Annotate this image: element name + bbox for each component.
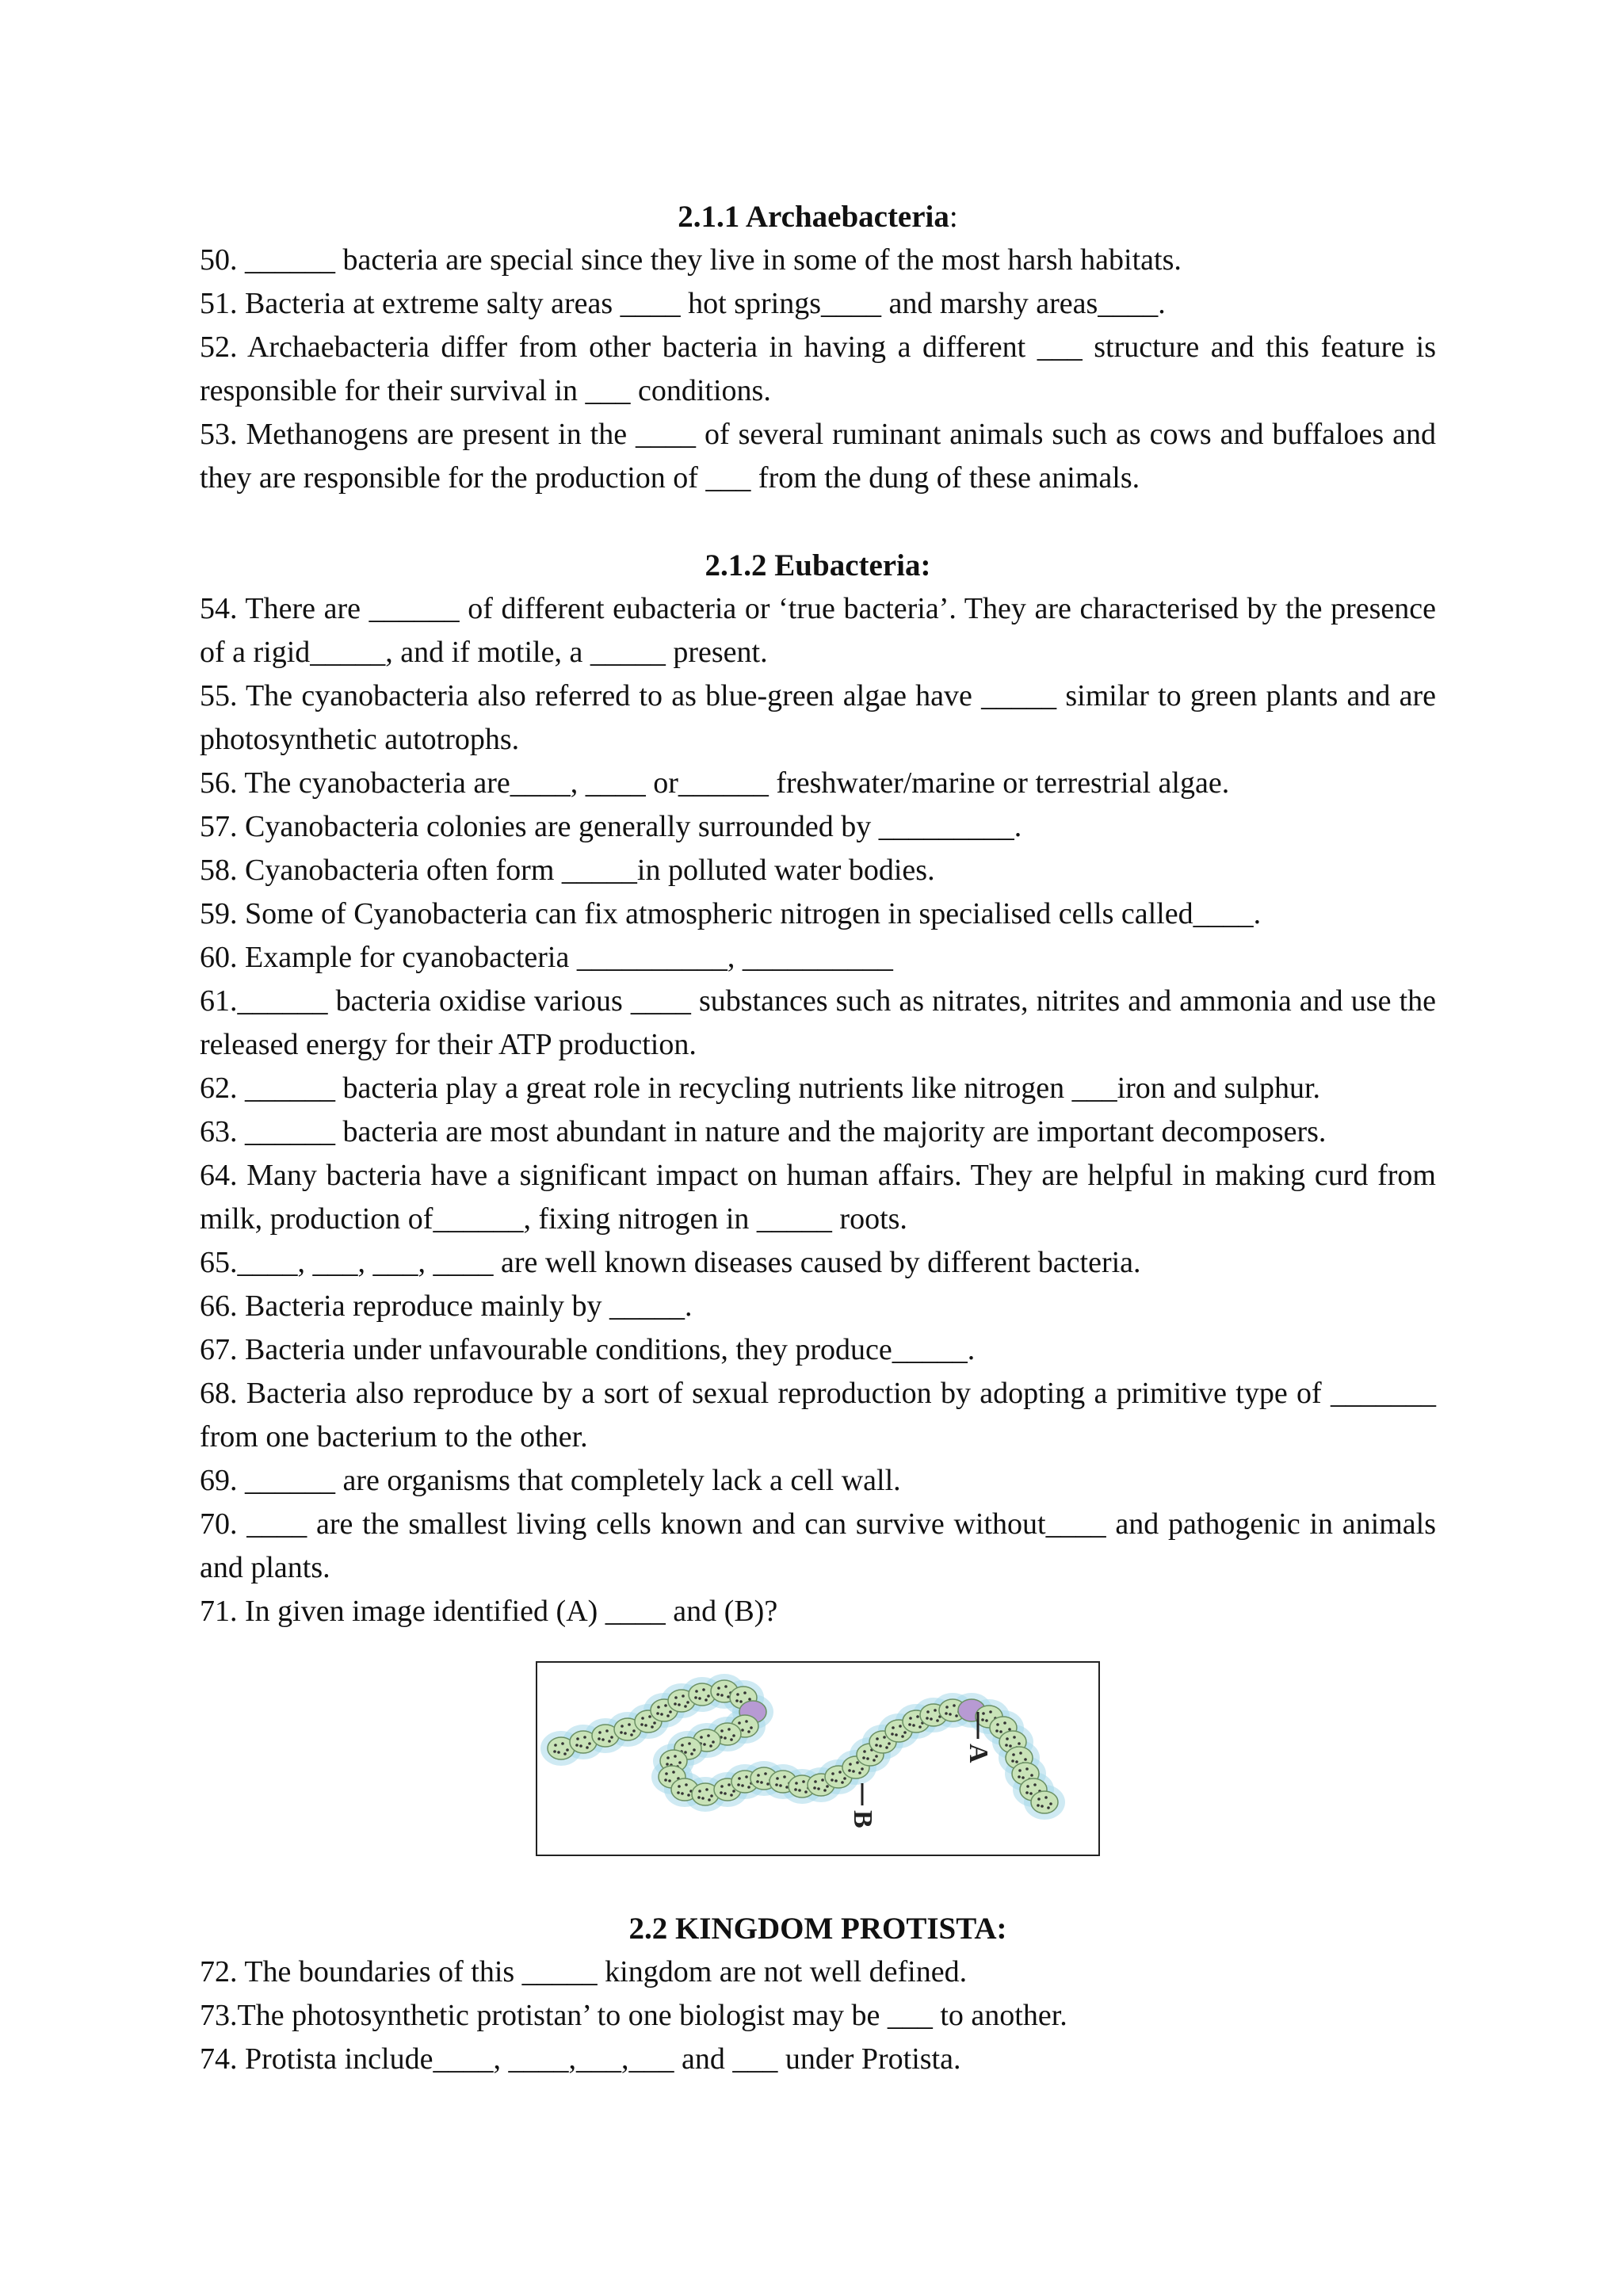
cell-granule	[888, 1742, 891, 1745]
cell-granule	[908, 1723, 911, 1726]
cell-granule	[668, 1779, 671, 1782]
cell-granule	[1047, 1806, 1050, 1809]
cell-granule	[795, 1782, 798, 1785]
cell-granule	[926, 1717, 929, 1720]
cell-granule	[720, 1785, 724, 1788]
cell-granule	[644, 1724, 647, 1727]
cell-granule	[814, 1780, 817, 1783]
cell-granule	[743, 1691, 747, 1694]
cell-granule	[735, 1699, 739, 1702]
cell-granule	[1030, 1774, 1033, 1777]
cell-granule	[1025, 1791, 1029, 1794]
cell-granule	[620, 1731, 623, 1734]
cell-granule	[727, 1783, 731, 1786]
cell-granule	[621, 1725, 624, 1728]
question-50: 50. ______ bacteria are special since they live in some of the most harsh habitats.	[200, 243, 1182, 277]
cell-granule	[862, 1756, 865, 1759]
cell-granule	[724, 1792, 727, 1795]
cell-granule	[804, 1790, 808, 1794]
cell-granule	[745, 1775, 748, 1778]
cell-granule	[936, 1719, 939, 1722]
cell-granule	[1006, 1737, 1009, 1740]
cell-granule	[955, 1714, 958, 1717]
cell-granule	[1018, 1775, 1021, 1778]
cell-granule	[656, 1712, 659, 1715]
cell-granule	[1005, 1744, 1008, 1747]
cell-granule	[883, 1736, 886, 1739]
cell-granule	[672, 1771, 675, 1774]
cell-granule	[717, 1687, 720, 1690]
cell-granule	[999, 1730, 1002, 1733]
cell-granule	[674, 1755, 677, 1758]
cell-granule	[1008, 1728, 1011, 1731]
question-65: 65.____, ___, ___, ____ are well known diseases caused by different bacteria.	[200, 1246, 1141, 1279]
cell-granule	[703, 1743, 706, 1746]
cell-granule	[985, 1719, 988, 1722]
cell-granule	[666, 1714, 670, 1717]
cell-granule	[981, 1718, 984, 1721]
cell-granule	[1012, 1753, 1015, 1756]
cell-granule	[834, 1779, 838, 1782]
question-69: 69. ______ are organisms that completely lack a cell wall.	[200, 1464, 901, 1497]
cell-granule	[794, 1788, 797, 1791]
cell-granule	[690, 1752, 693, 1755]
cell-granule	[783, 1775, 786, 1778]
cell-granule	[995, 1729, 999, 1733]
cell-granule	[708, 1798, 711, 1801]
cell-granule	[720, 1791, 723, 1794]
cell-granule	[553, 1750, 556, 1753]
cell-granule	[934, 1709, 937, 1712]
cell-granule	[738, 1721, 741, 1725]
cell-granule	[1003, 1721, 1006, 1725]
cell-granule	[710, 1794, 713, 1797]
cell-granule	[876, 1737, 879, 1740]
cell-granule	[838, 1771, 842, 1774]
cell-granule	[739, 1700, 743, 1703]
cell-granule	[681, 1744, 684, 1747]
cell-granule	[678, 1785, 681, 1788]
cell-granule	[741, 1729, 744, 1732]
question-67: 67. Bacteria under unfavourable conditions, they produce_____.	[200, 1333, 976, 1366]
question-59: 59. Some of Cyanobacteria can fix atmospheric nitrogen in specialised cells called____.	[200, 897, 1262, 930]
cell-granule	[930, 1717, 933, 1721]
cell-granule	[698, 1697, 701, 1700]
cell-granule	[707, 1694, 710, 1698]
cell-granule	[664, 1704, 667, 1707]
cell-granule	[875, 1755, 878, 1758]
cell-granule	[705, 1698, 708, 1702]
cell-granule	[750, 1726, 753, 1729]
question-72: 72. The boundaries of this _____ kingdom are not well defined.	[200, 1955, 968, 1988]
cell-granule	[879, 1744, 882, 1748]
cell-granule	[949, 1713, 952, 1716]
cell-granule	[745, 1720, 748, 1723]
cell-granule	[1044, 1796, 1048, 1799]
label-b: B	[848, 1810, 877, 1828]
section-heading-eubacteria: 2.1.2 Eubacteria:	[705, 548, 931, 583]
cell-granule	[687, 1794, 690, 1797]
question-54: 54. There are ______ of different eubacteria or ‘true bacteria’. They are characterised by the presence of a rigid_____, and if motile, a _____ present.	[200, 592, 1436, 669]
cell-granule	[705, 1788, 708, 1791]
cell-granule	[586, 1746, 589, 1749]
cell-granule	[892, 1726, 895, 1729]
cell-granule	[665, 1772, 668, 1775]
cell-granule	[712, 1740, 715, 1744]
cell-granule	[583, 1736, 586, 1739]
cell-granule	[666, 1756, 670, 1759]
cell-granule	[741, 1784, 744, 1787]
question-71: 71. In given image identified (A) ____ and (B)?	[200, 1595, 778, 1628]
cell-granule	[1029, 1792, 1033, 1795]
cell-granule	[686, 1701, 689, 1704]
cell-granule	[554, 1744, 557, 1747]
cell-granule	[677, 1791, 680, 1794]
cell-granule	[694, 1696, 697, 1699]
cell-granule	[1018, 1742, 1021, 1745]
cell-granule	[849, 1763, 852, 1766]
cell-granule	[1018, 1769, 1022, 1772]
cell-granule	[1037, 1797, 1041, 1801]
cell-granule	[909, 1717, 912, 1720]
cell-granule	[1025, 1767, 1029, 1771]
cell-granule	[1019, 1752, 1022, 1755]
cell-granule	[588, 1742, 591, 1745]
cyanobacteria-filament-illustration	[537, 1663, 1098, 1855]
cell-granule	[624, 1732, 627, 1735]
label-a: A	[964, 1744, 993, 1763]
cell-granule	[852, 1770, 855, 1773]
cell-granule	[736, 1693, 739, 1696]
cell-granule	[720, 1729, 724, 1733]
cell-granule	[563, 1752, 567, 1755]
cell-granule	[1013, 1736, 1016, 1739]
cell-granule	[598, 1737, 601, 1740]
cell-granule	[682, 1694, 685, 1698]
cell-granule	[732, 1734, 735, 1737]
cell-granule	[732, 1790, 735, 1793]
question-58: 58. Cyanobacteria often form _____in polluted water bodies.	[200, 854, 935, 887]
cell-granule	[575, 1744, 579, 1747]
cell-granule	[730, 1794, 733, 1797]
cell-granule	[605, 1729, 609, 1733]
cell-granule	[885, 1746, 888, 1749]
question-60: 60. Example for cyanobacteria __________, __________	[200, 941, 893, 974]
cyanobacteria-filament-figure	[536, 1661, 1100, 1856]
cell-granule	[598, 1731, 601, 1734]
cell-granule	[628, 1723, 631, 1726]
cell-granule	[727, 1728, 731, 1731]
cell-granule	[557, 1751, 560, 1754]
label-b-pointer	[848, 1783, 877, 1828]
cell-granule	[684, 1751, 687, 1754]
cell-granule	[678, 1703, 681, 1706]
cell-granule	[766, 1782, 769, 1786]
cell-granule	[776, 1777, 779, 1780]
cell-granule	[831, 1778, 834, 1782]
cell-granule	[707, 1734, 710, 1737]
cell-granule	[640, 1723, 643, 1726]
cell-granule	[1022, 1776, 1025, 1779]
cell-granule	[821, 1778, 824, 1782]
cell-granule	[693, 1748, 696, 1752]
cell-granule	[863, 1750, 866, 1753]
cell-granule	[632, 1729, 636, 1733]
cell-granule	[610, 1736, 613, 1739]
question-53: 53. Methanogens are present in the ____ of several ruminant animals such as cows and buffaloes and they are responsible for the production of ___ from the dung of these animals.	[200, 418, 1436, 495]
cell-granule	[700, 1736, 703, 1739]
cell-granule	[738, 1777, 741, 1780]
question-62: 62. ______ bacteria play a great role in recycling nutrients like nitrogen ___iron and sulphur.	[200, 1072, 1321, 1105]
cell-granule	[989, 1710, 992, 1713]
worksheet-page	[200, 195, 1436, 2081]
question-51: 51. Bacteria at extreme salty areas ____ hot springs____ and marshy areas____.	[200, 287, 1166, 320]
cell-granule	[698, 1790, 701, 1793]
cell-granule	[823, 1789, 827, 1792]
section-heading-archaebacteria: 2.1.1 Archaebacteria:	[678, 200, 958, 234]
cell-granule	[648, 1715, 651, 1718]
cell-granule	[916, 1715, 919, 1718]
cell-granule	[747, 1730, 750, 1733]
cell-granule	[945, 1706, 949, 1709]
cell-granule	[685, 1783, 688, 1786]
cell-granule	[684, 1705, 687, 1708]
cell-granule	[561, 1742, 564, 1745]
cell-granule	[775, 1783, 778, 1786]
cell-granule	[579, 1744, 582, 1748]
cell-granule	[653, 1721, 656, 1725]
cell-granule	[817, 1787, 820, 1790]
cell-granule	[601, 1738, 605, 1741]
cell-granule	[1037, 1804, 1040, 1807]
cell-granule	[926, 1710, 930, 1713]
cell-granule	[720, 1694, 724, 1697]
cell-granule	[901, 1735, 904, 1738]
vegetative-cell	[1031, 1791, 1058, 1813]
cell-granule	[664, 1778, 667, 1782]
cell-granule	[903, 1731, 907, 1734]
cell-granule	[730, 1738, 733, 1741]
cell-granule	[918, 1725, 922, 1729]
cell-granule	[660, 1713, 663, 1716]
cell-granule	[945, 1712, 948, 1715]
question-73: 73.The photosynthetic protistan’ to one biologist may be ___ to another.	[200, 1999, 1067, 2032]
cell-granule	[826, 1785, 829, 1788]
cell-granule	[674, 1696, 678, 1699]
cell-granule	[843, 1777, 846, 1780]
cell-granule	[891, 1733, 894, 1736]
cell-granule	[764, 1772, 767, 1775]
cell-granule	[873, 1759, 876, 1762]
cell-granule	[697, 1796, 701, 1799]
cell-granule	[802, 1780, 805, 1783]
cell-granule	[669, 1710, 672, 1713]
cell-granule	[953, 1704, 956, 1707]
cell-granule	[724, 1736, 727, 1740]
question-56: 56. The cyanobacteria are____, ____ or______ freshwater/marine or terrestrial algae.	[200, 766, 1230, 800]
cell-granule	[996, 1723, 999, 1726]
cell-granule	[1033, 1783, 1037, 1786]
cell-granule	[899, 1725, 902, 1728]
cell-granule	[641, 1717, 644, 1720]
question-70: 70. ____ are the smallest living cells known and can survive without____ and pathogenic in animals and plants.	[200, 1507, 1436, 1584]
cell-granule	[678, 1761, 682, 1764]
cell-granule	[566, 1748, 569, 1752]
cell-granule	[1009, 1744, 1012, 1748]
cell-granule	[756, 1780, 759, 1783]
cell-granule	[674, 1702, 677, 1706]
cell-granule	[861, 1767, 864, 1771]
cell-granule	[858, 1771, 861, 1775]
cell-granule	[875, 1744, 878, 1747]
cell-granule	[651, 1725, 654, 1729]
cell-granule	[866, 1757, 869, 1760]
question-61: 61.______ bacteria oxidise various ____ substances such as nitrates, nitrites and ammonia and use the released energy for their ATP production.	[200, 984, 1436, 1061]
cell-granule	[657, 1706, 660, 1709]
question-66: 66. Bacteria reproduce mainly by _____.	[200, 1289, 693, 1323]
cell-granule	[737, 1783, 740, 1786]
cell-granule	[912, 1724, 915, 1727]
cell-granule	[688, 1742, 691, 1745]
cell-granule	[831, 1772, 834, 1775]
cell-granule	[608, 1740, 611, 1743]
question-52: 52. Archaebacteria differ from other bacteria in having a different ___ structure and this feature is responsible for their survival in ___ conditions.	[200, 330, 1436, 407]
cell-granule	[982, 1712, 985, 1715]
cell-granule	[757, 1774, 760, 1777]
cell-granule	[798, 1789, 801, 1792]
cell-granule	[630, 1733, 633, 1736]
cell-granule	[576, 1737, 579, 1740]
question-63: 63. ______ bacteria are most abundant in nature and the majority are important decomposers.	[200, 1115, 1327, 1148]
question-64: 64. Many bacteria have a significant impact on human affairs. They are helpful in making curd from milk, production of______, fixing nitrogen in _____ roots.	[200, 1159, 1436, 1236]
question-57: 57. Cyanobacteria colonies are generally surrounded by _________.	[200, 810, 1022, 843]
cell-granule	[724, 1685, 727, 1688]
cell-granule	[841, 1781, 844, 1784]
cell-granule	[760, 1781, 763, 1784]
cell-granule	[716, 1693, 720, 1696]
question-68: 68. Bacteria also reproduce by a sort of sexual reproduction by adopting a primitive type of _______ from one bacterium to the other.	[200, 1377, 1436, 1454]
cell-granule	[695, 1690, 698, 1693]
cell-granule	[681, 1792, 684, 1795]
cell-granule	[702, 1688, 705, 1691]
cell-granule	[1041, 1805, 1044, 1808]
cell-granule	[779, 1784, 782, 1787]
cell-granule	[1049, 1802, 1052, 1805]
question-55: 55. The cyanobacteria also referred to as blue-green algae have _____ similar to green plants and are photosynthetic autotrophs.	[200, 679, 1436, 756]
cell-granule	[813, 1786, 816, 1790]
section-heading-kingdom-protista: 2.2 KINGDOM PROTISTA:	[628, 1912, 1007, 1946]
cell-granule	[748, 1698, 751, 1701]
cell-granule	[856, 1761, 859, 1764]
cell-granule	[709, 1744, 712, 1748]
cell-granule	[1011, 1759, 1014, 1763]
cell-granule	[701, 1797, 705, 1800]
cell-granule	[1024, 1758, 1027, 1761]
cell-granule	[747, 1786, 750, 1789]
cell-granule	[848, 1769, 851, 1772]
cell-granule	[666, 1763, 669, 1766]
question-74: 74. Protista include____, ____,___,___ and ___ under Protista.	[200, 2042, 961, 2076]
cell-granule	[895, 1733, 898, 1736]
cell-granule	[1026, 1785, 1029, 1788]
cell-granule	[1015, 1760, 1018, 1763]
